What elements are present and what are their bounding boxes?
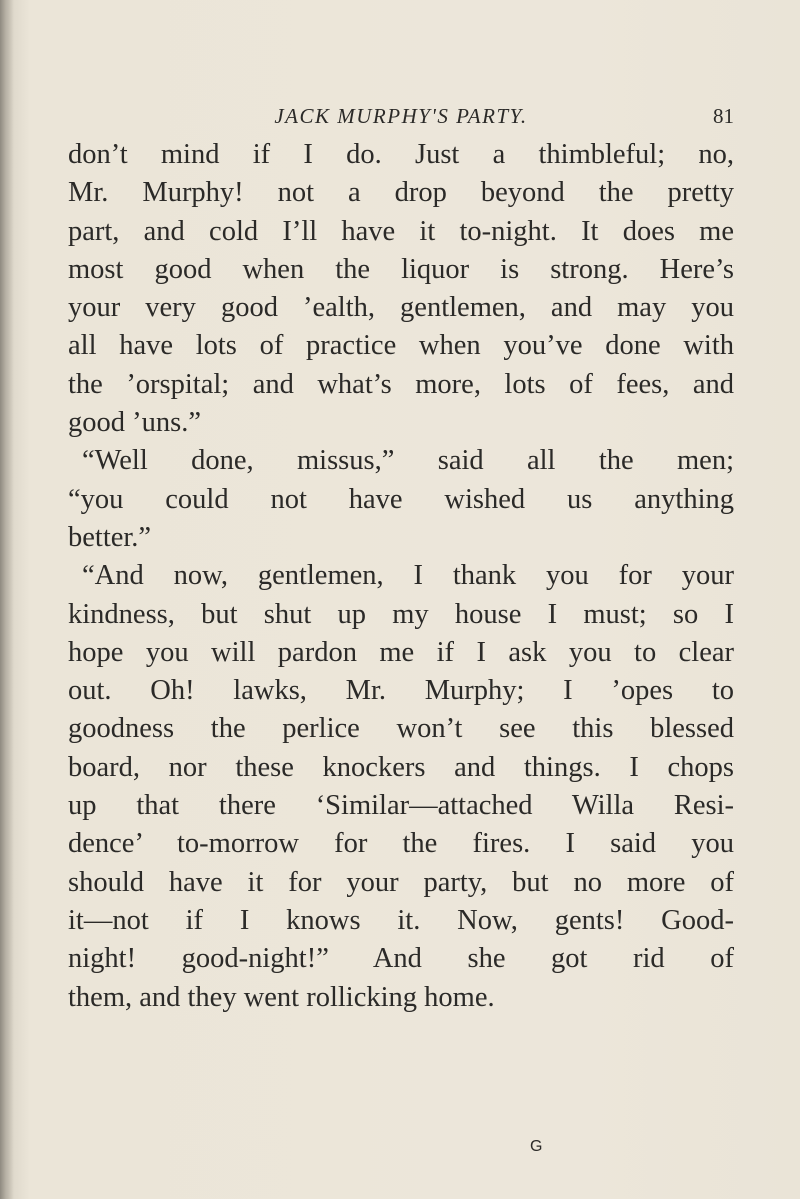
text-line: hope you will pardon me if I ask you to clear [68, 636, 734, 668]
signature-mark: G [530, 1138, 544, 1155]
text-line: good ’uns.” [68, 407, 201, 439]
text-line: goodness the perlice won’t see this blessed [68, 713, 734, 745]
text-line: out. Oh! lawks, Mr. Murphy; I ’opes to [68, 675, 734, 707]
text-line: dence’ to-morrow for the fires. I said you [68, 828, 734, 860]
running-title: JACK MURPHY'S PARTY. [274, 104, 528, 128]
text-line: “And now, gentlemen, I thank you for your [82, 560, 734, 592]
text-line: it—not if I knows it. Now, gents! Good- [68, 904, 734, 936]
page-number: 81 [713, 104, 734, 128]
running-head [68, 100, 734, 134]
text-line: night! good-night!” And she got rid of [68, 943, 734, 975]
text-line: better.” [68, 521, 152, 553]
text-line: them, and they went rollicking home. [68, 981, 495, 1013]
text-line: most good when the liquor is strong. Here’s [68, 253, 734, 285]
text-line: up that there ‘Similar—attached Willa Resi- [68, 790, 734, 822]
binding-gutter [0, 0, 14, 1199]
text-line: should have it for your party, but no more of [68, 866, 734, 898]
text-line: your very good ’ealth, gentlemen, and may you [68, 292, 734, 324]
text-line: Mr. Murphy! not a drop beyond the pretty [68, 177, 734, 209]
text-line: part, and cold I’ll have it to-night. It does me [68, 215, 734, 247]
text-line: the ’orspital; and what’s more, lots of fees, and [68, 368, 734, 400]
text-line: don’t mind if I do. Just a thimbleful; no, [68, 139, 734, 170]
text-line: board, nor these knockers and things. I chops [68, 751, 734, 783]
text-line: “Well done, missus,” said all the men; [82, 445, 734, 477]
body-text [68, 136, 734, 1017]
text-line: kindness, but shut up my house I must; so I [68, 598, 734, 630]
text-line: all have lots of practice when you’ve done with [68, 330, 734, 362]
text-line: “you could not have wished us anything [68, 483, 734, 515]
